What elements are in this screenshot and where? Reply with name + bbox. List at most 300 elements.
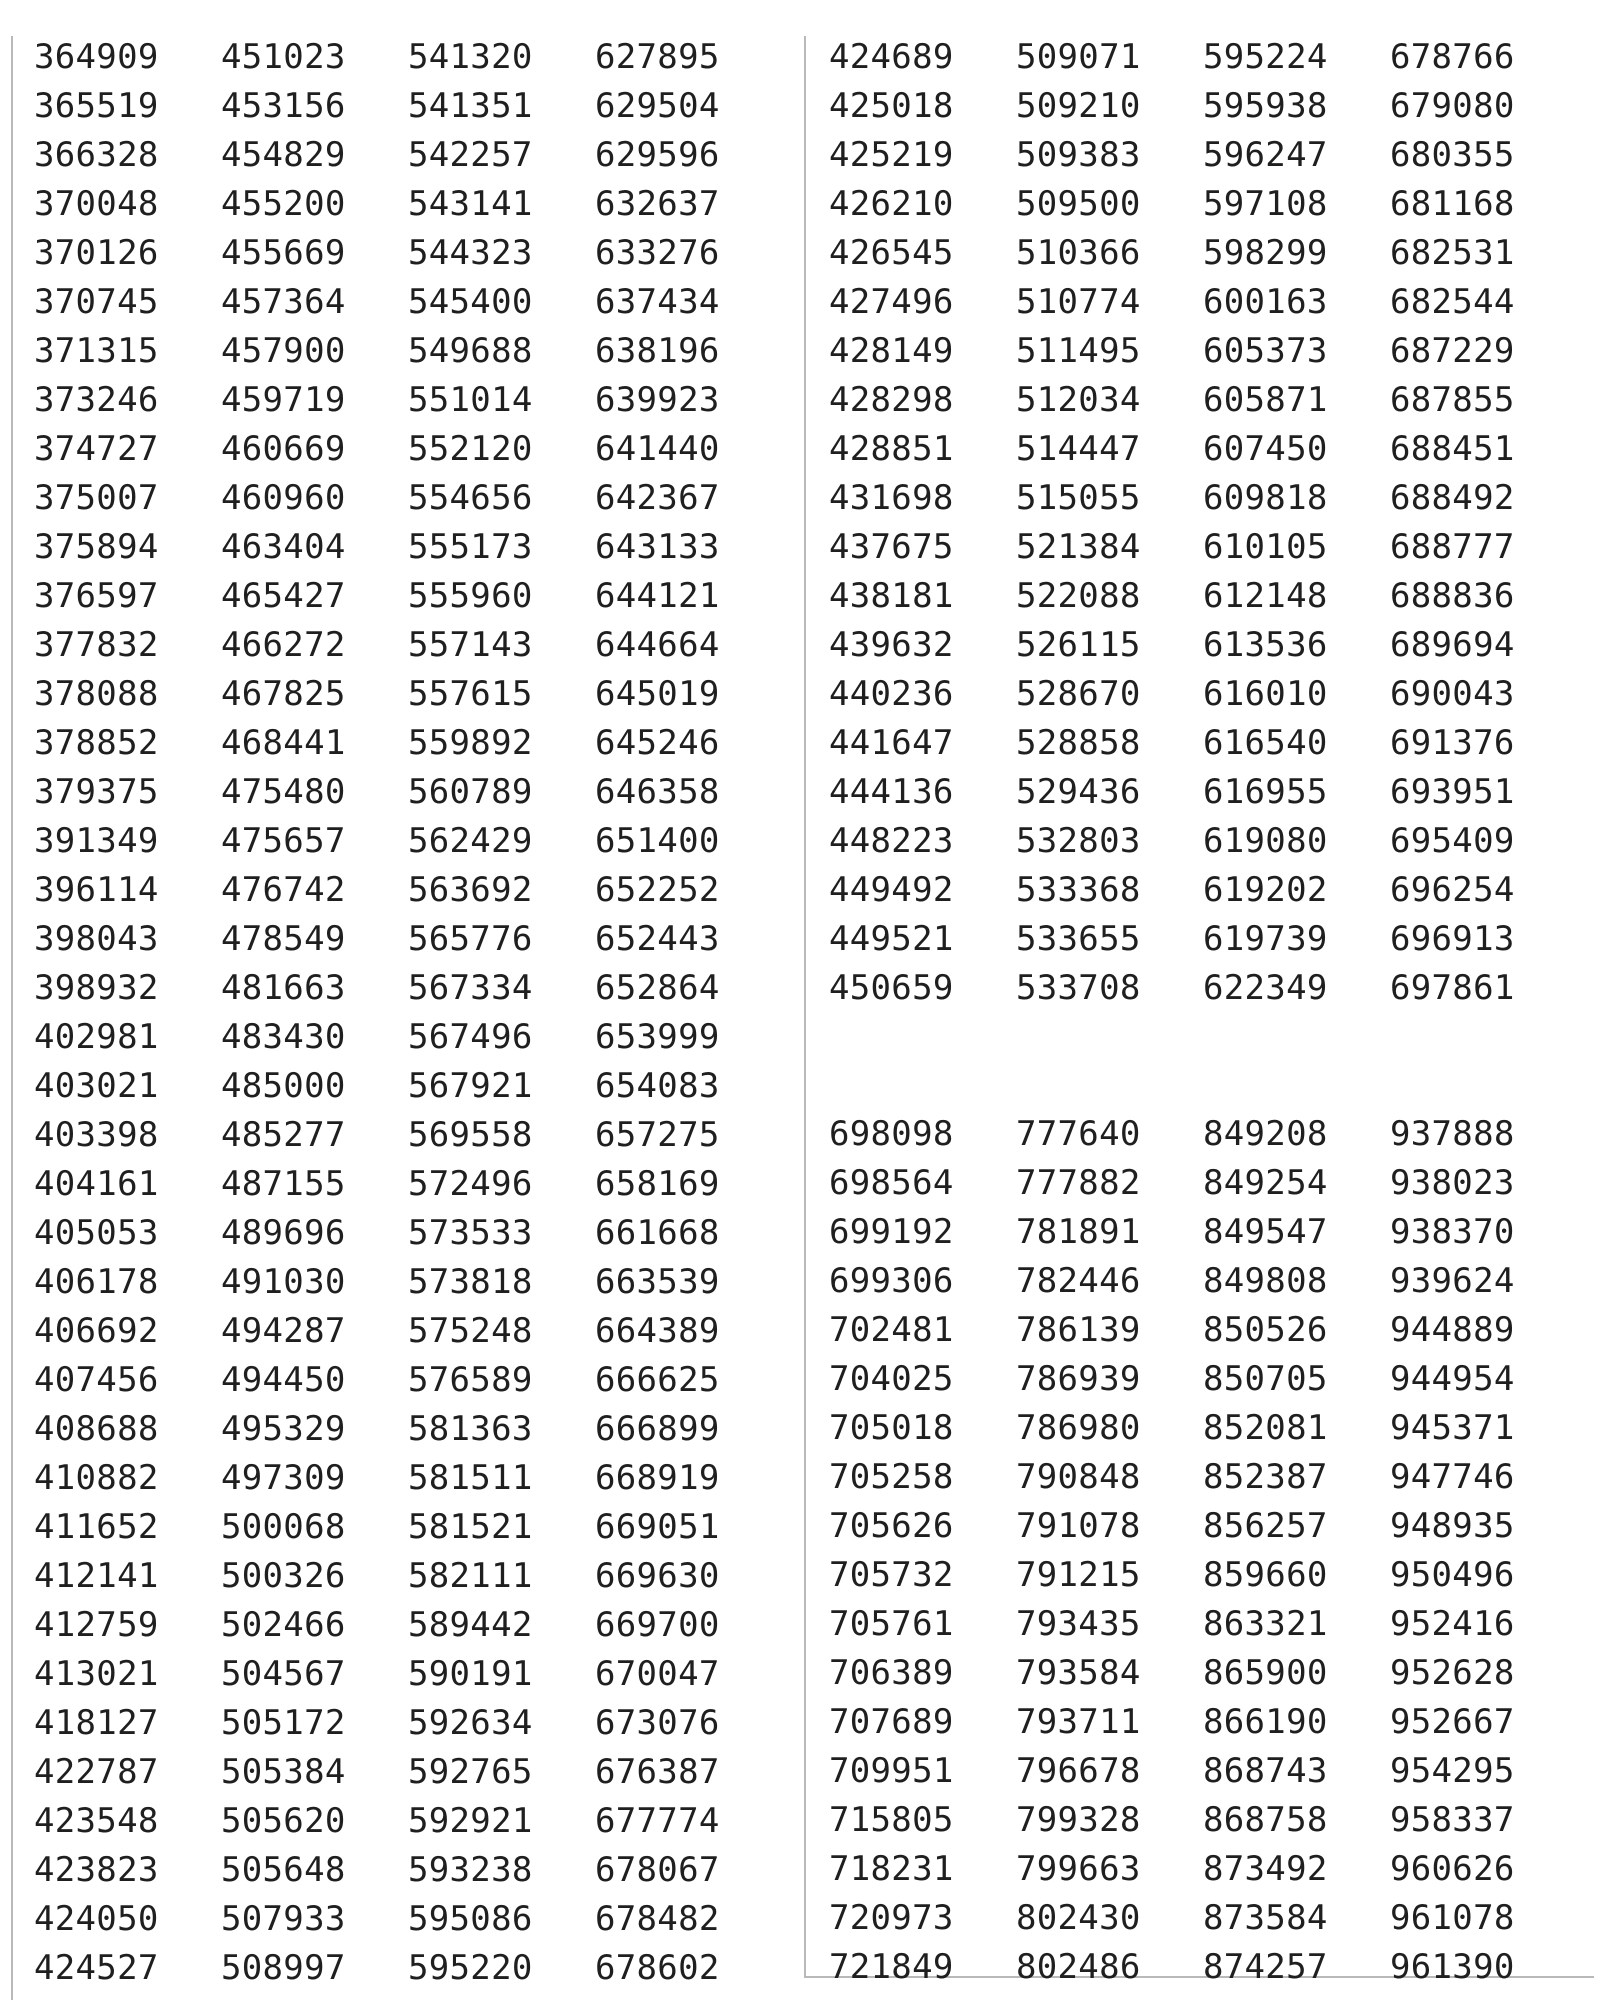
number-cell: 423823 — [34, 1850, 159, 1890]
table-row — [34, 621, 782, 670]
table-row — [829, 278, 1577, 327]
number-cell: 595086 — [408, 1899, 533, 1939]
number-cell: 509071 — [1016, 37, 1141, 77]
number-cell: 403021 — [34, 1066, 159, 1106]
number-cell: 459719 — [221, 380, 346, 420]
table-row — [829, 1551, 1577, 1600]
number-cell: 374727 — [34, 429, 159, 469]
number-cell: 677774 — [595, 1801, 720, 1841]
number-cell: 508997 — [221, 1948, 346, 1988]
number-cell: 511495 — [1016, 331, 1141, 371]
right-bottom-number-table — [829, 1110, 1577, 1992]
number-cell: 782446 — [1016, 1261, 1141, 1301]
table-row — [829, 1208, 1577, 1257]
number-cell: 849808 — [1203, 1261, 1328, 1301]
number-cell: 786980 — [1016, 1408, 1141, 1448]
number-cell: 948935 — [1390, 1506, 1515, 1546]
number-cell: 721849 — [829, 1947, 954, 1987]
number-cell: 938370 — [1390, 1212, 1515, 1252]
number-cell: 581511 — [408, 1458, 533, 1498]
number-cell: 952416 — [1390, 1604, 1515, 1644]
number-cell: 424050 — [34, 1899, 159, 1939]
table-row — [829, 180, 1577, 229]
number-cell: 423548 — [34, 1801, 159, 1841]
number-cell: 616955 — [1203, 772, 1328, 812]
number-cell: 428298 — [829, 380, 954, 420]
number-cell: 460669 — [221, 429, 346, 469]
table-row — [34, 376, 782, 425]
number-cell: 680355 — [1390, 135, 1515, 175]
table-row — [829, 131, 1577, 180]
table-row — [829, 523, 1577, 572]
number-cell: 668919 — [595, 1458, 720, 1498]
number-cell: 554656 — [408, 478, 533, 518]
number-cell: 545400 — [408, 282, 533, 322]
number-cell: 687229 — [1390, 331, 1515, 371]
number-cell: 373246 — [34, 380, 159, 420]
number-cell: 370745 — [34, 282, 159, 322]
number-cell: 859660 — [1203, 1555, 1328, 1595]
number-cell: 952667 — [1390, 1702, 1515, 1742]
number-cell: 505648 — [221, 1850, 346, 1890]
number-cell: 559892 — [408, 723, 533, 763]
number-cell: 669630 — [595, 1556, 720, 1596]
number-cell: 679080 — [1390, 86, 1515, 126]
number-cell: 425219 — [829, 135, 954, 175]
number-cell: 491030 — [221, 1262, 346, 1302]
number-cell: 958337 — [1390, 1800, 1515, 1840]
table-row — [34, 1160, 782, 1209]
number-cell: 379375 — [34, 772, 159, 812]
number-cell: 596247 — [1203, 135, 1328, 175]
number-cell: 510366 — [1016, 233, 1141, 273]
number-cell: 697861 — [1390, 968, 1515, 1008]
table-row — [829, 1502, 1577, 1551]
number-cell: 598299 — [1203, 233, 1328, 273]
table-row — [34, 915, 782, 964]
number-cell: 562429 — [408, 821, 533, 861]
table-row — [34, 33, 782, 82]
number-cell: 370126 — [34, 233, 159, 273]
number-cell: 605373 — [1203, 331, 1328, 371]
number-cell: 581521 — [408, 1507, 533, 1547]
number-cell: 371315 — [34, 331, 159, 371]
number-cell: 555173 — [408, 527, 533, 567]
number-cell: 707689 — [829, 1702, 954, 1742]
number-cell: 444136 — [829, 772, 954, 812]
number-cell: 852387 — [1203, 1457, 1328, 1497]
right-top-number-table — [829, 33, 1577, 1013]
number-cell: 406692 — [34, 1311, 159, 1351]
number-cell: 592921 — [408, 1801, 533, 1841]
number-cell: 426210 — [829, 184, 954, 224]
table-row — [829, 1404, 1577, 1453]
number-cell: 799328 — [1016, 1800, 1141, 1840]
left-panel-border — [11, 36, 13, 2000]
number-cell: 593238 — [408, 1850, 533, 1890]
number-cell: 567334 — [408, 968, 533, 1008]
table-row — [829, 866, 1577, 915]
number-cell: 512034 — [1016, 380, 1141, 420]
number-cell: 873492 — [1203, 1849, 1328, 1889]
number-cell: 378088 — [34, 674, 159, 714]
number-cell: 699192 — [829, 1212, 954, 1252]
number-cell: 852081 — [1203, 1408, 1328, 1448]
number-cell: 688492 — [1390, 478, 1515, 518]
number-cell: 418127 — [34, 1703, 159, 1743]
table-row — [829, 670, 1577, 719]
number-cell: 682531 — [1390, 233, 1515, 273]
number-cell: 487155 — [221, 1164, 346, 1204]
table-row — [34, 719, 782, 768]
number-cell: 796678 — [1016, 1751, 1141, 1791]
number-cell: 652864 — [595, 968, 720, 1008]
number-cell: 654083 — [595, 1066, 720, 1106]
number-cell: 705258 — [829, 1457, 954, 1497]
number-cell: 960626 — [1390, 1849, 1515, 1889]
number-cell: 693951 — [1390, 772, 1515, 812]
table-row — [34, 1503, 782, 1552]
number-cell: 405053 — [34, 1213, 159, 1253]
number-cell: 573818 — [408, 1262, 533, 1302]
number-cell: 375894 — [34, 527, 159, 567]
number-cell: 873584 — [1203, 1898, 1328, 1938]
table-row — [34, 1846, 782, 1895]
number-cell: 666625 — [595, 1360, 720, 1400]
number-cell: 541320 — [408, 37, 533, 77]
number-cell: 718231 — [829, 1849, 954, 1889]
number-cell: 866190 — [1203, 1702, 1328, 1742]
table-row — [829, 719, 1577, 768]
number-cell: 398932 — [34, 968, 159, 1008]
table-row — [34, 425, 782, 474]
number-cell: 646358 — [595, 772, 720, 812]
table-row — [829, 1845, 1577, 1894]
number-cell: 505384 — [221, 1752, 346, 1792]
number-cell: 607450 — [1203, 429, 1328, 469]
number-cell: 863321 — [1203, 1604, 1328, 1644]
table-row — [829, 1110, 1577, 1159]
number-cell: 582111 — [408, 1556, 533, 1596]
number-cell: 364909 — [34, 37, 159, 77]
number-cell: 595220 — [408, 1948, 533, 1988]
number-cell: 609818 — [1203, 478, 1328, 518]
number-cell: 567921 — [408, 1066, 533, 1106]
number-cell: 644664 — [595, 625, 720, 665]
number-cell: 616540 — [1203, 723, 1328, 763]
number-cell: 664389 — [595, 1311, 720, 1351]
number-cell: 786139 — [1016, 1310, 1141, 1350]
table-row — [34, 1258, 782, 1307]
number-cell: 689694 — [1390, 625, 1515, 665]
number-cell: 412141 — [34, 1556, 159, 1596]
number-cell: 426545 — [829, 233, 954, 273]
number-cell: 961078 — [1390, 1898, 1515, 1938]
number-cell: 514447 — [1016, 429, 1141, 469]
number-cell: 549688 — [408, 331, 533, 371]
table-row — [34, 1650, 782, 1699]
table-row — [829, 1698, 1577, 1747]
number-cell: 541351 — [408, 86, 533, 126]
number-cell: 688777 — [1390, 527, 1515, 567]
number-cell: 533368 — [1016, 870, 1141, 910]
number-cell: 467825 — [221, 674, 346, 714]
number-cell: 590191 — [408, 1654, 533, 1694]
number-cell: 613536 — [1203, 625, 1328, 665]
number-cell: 676387 — [595, 1752, 720, 1792]
number-cell: 849208 — [1203, 1114, 1328, 1154]
number-cell: 485000 — [221, 1066, 346, 1106]
number-cell: 463404 — [221, 527, 346, 567]
number-cell: 528670 — [1016, 674, 1141, 714]
number-cell: 937888 — [1390, 1114, 1515, 1154]
table-row — [34, 1454, 782, 1503]
number-cell: 597108 — [1203, 184, 1328, 224]
number-cell: 939624 — [1390, 1261, 1515, 1301]
table-row — [34, 474, 782, 523]
table-row — [34, 572, 782, 621]
number-cell: 629596 — [595, 135, 720, 175]
table-row — [34, 866, 782, 915]
number-cell: 451023 — [221, 37, 346, 77]
number-cell: 695409 — [1390, 821, 1515, 861]
number-cell: 478549 — [221, 919, 346, 959]
number-cell: 453156 — [221, 86, 346, 126]
table-row — [829, 915, 1577, 964]
table-row — [34, 1601, 782, 1650]
number-cell: 542257 — [408, 135, 533, 175]
number-cell: 658169 — [595, 1164, 720, 1204]
number-cell: 438181 — [829, 576, 954, 616]
number-cell: 365519 — [34, 86, 159, 126]
number-cell: 691376 — [1390, 723, 1515, 763]
number-cell: 529436 — [1016, 772, 1141, 812]
number-cell: 793711 — [1016, 1702, 1141, 1742]
number-cell: 431698 — [829, 478, 954, 518]
number-cell: 509500 — [1016, 184, 1141, 224]
number-cell: 592765 — [408, 1752, 533, 1792]
number-cell: 572496 — [408, 1164, 533, 1204]
table-row — [34, 1944, 782, 1993]
table-row — [829, 1943, 1577, 1992]
number-cell: 622349 — [1203, 968, 1328, 1008]
number-cell: 629504 — [595, 86, 720, 126]
number-cell: 522088 — [1016, 576, 1141, 616]
number-cell: 698098 — [829, 1114, 954, 1154]
number-cell: 705732 — [829, 1555, 954, 1595]
table-row — [34, 1797, 782, 1846]
number-cell: 375007 — [34, 478, 159, 518]
number-cell: 595938 — [1203, 86, 1328, 126]
number-cell: 644121 — [595, 576, 720, 616]
number-cell: 696913 — [1390, 919, 1515, 959]
number-cell: 557143 — [408, 625, 533, 665]
number-cell: 682544 — [1390, 282, 1515, 322]
table-row — [829, 1159, 1577, 1208]
number-cell: 526115 — [1016, 625, 1141, 665]
table-row — [34, 327, 782, 376]
table-row — [829, 768, 1577, 817]
number-cell: 391349 — [34, 821, 159, 861]
number-cell: 483430 — [221, 1017, 346, 1057]
table-row — [829, 474, 1577, 523]
number-cell: 502466 — [221, 1605, 346, 1645]
number-cell: 715805 — [829, 1800, 954, 1840]
table-row — [829, 1747, 1577, 1796]
number-cell: 781891 — [1016, 1212, 1141, 1252]
number-cell: 954295 — [1390, 1751, 1515, 1791]
number-cell: 440236 — [829, 674, 954, 714]
number-cell: 791215 — [1016, 1555, 1141, 1595]
table-row — [829, 327, 1577, 376]
number-cell: 377832 — [34, 625, 159, 665]
table-row — [829, 621, 1577, 670]
number-cell: 849547 — [1203, 1212, 1328, 1252]
number-cell: 790848 — [1016, 1457, 1141, 1497]
number-cell: 402981 — [34, 1017, 159, 1057]
number-cell: 460960 — [221, 478, 346, 518]
number-cell: 378852 — [34, 723, 159, 763]
table-row — [829, 1453, 1577, 1502]
number-cell: 425018 — [829, 86, 954, 126]
number-cell: 504567 — [221, 1654, 346, 1694]
number-cell: 481663 — [221, 968, 346, 1008]
table-row — [34, 1356, 782, 1405]
number-cell: 528858 — [1016, 723, 1141, 763]
number-cell: 670047 — [595, 1654, 720, 1694]
number-cell: 663539 — [595, 1262, 720, 1302]
number-cell: 454829 — [221, 135, 346, 175]
number-cell: 610105 — [1203, 527, 1328, 567]
number-cell: 945371 — [1390, 1408, 1515, 1448]
number-cell: 777640 — [1016, 1114, 1141, 1154]
number-cell: 441647 — [829, 723, 954, 763]
table-row — [34, 1013, 782, 1062]
number-cell: 521384 — [1016, 527, 1141, 567]
number-cell: 544323 — [408, 233, 533, 273]
number-cell: 868758 — [1203, 1800, 1328, 1840]
number-cell: 653999 — [595, 1017, 720, 1057]
number-cell: 404161 — [34, 1164, 159, 1204]
number-cell: 799663 — [1016, 1849, 1141, 1889]
number-cell: 681168 — [1390, 184, 1515, 224]
number-cell: 507933 — [221, 1899, 346, 1939]
number-cell: 643133 — [595, 527, 720, 567]
number-cell: 705626 — [829, 1506, 954, 1546]
number-cell: 569558 — [408, 1115, 533, 1155]
number-cell: 595224 — [1203, 37, 1328, 77]
table-row — [34, 523, 782, 572]
table-row — [829, 1649, 1577, 1698]
number-cell: 567496 — [408, 1017, 533, 1057]
number-cell: 690043 — [1390, 674, 1515, 714]
number-cell: 669051 — [595, 1507, 720, 1547]
number-cell: 868743 — [1203, 1751, 1328, 1791]
table-row — [34, 670, 782, 719]
table-row — [829, 1600, 1577, 1649]
table-row — [34, 1111, 782, 1160]
number-cell: 874257 — [1203, 1947, 1328, 1987]
number-cell: 678602 — [595, 1948, 720, 1988]
number-cell: 619080 — [1203, 821, 1328, 861]
number-cell: 448223 — [829, 821, 954, 861]
number-cell: 573533 — [408, 1213, 533, 1253]
number-cell: 802430 — [1016, 1898, 1141, 1938]
table-row — [34, 1552, 782, 1601]
number-cell: 455200 — [221, 184, 346, 224]
table-row — [34, 1699, 782, 1748]
number-cell: 515055 — [1016, 478, 1141, 518]
table-row — [829, 82, 1577, 131]
number-cell: 450659 — [829, 968, 954, 1008]
number-cell: 410882 — [34, 1458, 159, 1498]
number-cell: 638196 — [595, 331, 720, 371]
number-cell: 555960 — [408, 576, 533, 616]
number-cell: 947746 — [1390, 1457, 1515, 1497]
number-cell: 619202 — [1203, 870, 1328, 910]
left-number-table — [34, 33, 782, 1993]
table-row — [829, 1894, 1577, 1943]
number-cell: 661668 — [595, 1213, 720, 1253]
number-cell: 688451 — [1390, 429, 1515, 469]
number-cell: 944954 — [1390, 1359, 1515, 1399]
number-cell: 791078 — [1016, 1506, 1141, 1546]
number-cell: 407456 — [34, 1360, 159, 1400]
number-cell: 865900 — [1203, 1653, 1328, 1693]
number-cell: 720973 — [829, 1898, 954, 1938]
number-cell: 709951 — [829, 1751, 954, 1791]
number-cell: 612148 — [1203, 576, 1328, 616]
number-cell: 651400 — [595, 821, 720, 861]
table-row — [34, 82, 782, 131]
number-cell: 576589 — [408, 1360, 533, 1400]
number-cell: 551014 — [408, 380, 533, 420]
number-cell: 485277 — [221, 1115, 346, 1155]
number-cell: 563692 — [408, 870, 533, 910]
number-cell: 495329 — [221, 1409, 346, 1449]
number-cell: 500068 — [221, 1507, 346, 1547]
table-row — [34, 131, 782, 180]
number-cell: 475480 — [221, 772, 346, 812]
number-cell: 575248 — [408, 1311, 533, 1351]
number-cell: 705761 — [829, 1604, 954, 1644]
number-cell: 497309 — [221, 1458, 346, 1498]
number-cell: 696254 — [1390, 870, 1515, 910]
number-cell: 850705 — [1203, 1359, 1328, 1399]
number-cell: 424689 — [829, 37, 954, 77]
number-cell: 678067 — [595, 1850, 720, 1890]
table-row — [829, 1796, 1577, 1845]
number-cell: 627895 — [595, 37, 720, 77]
number-cell: 592634 — [408, 1703, 533, 1743]
number-cell: 938023 — [1390, 1163, 1515, 1203]
number-cell: 475657 — [221, 821, 346, 861]
number-cell: 427496 — [829, 282, 954, 322]
number-cell: 560789 — [408, 772, 533, 812]
number-cell: 398043 — [34, 919, 159, 959]
number-cell: 505620 — [221, 1801, 346, 1841]
table-row — [34, 229, 782, 278]
table-row — [34, 817, 782, 866]
number-cell: 457364 — [221, 282, 346, 322]
number-cell: 699306 — [829, 1261, 954, 1301]
number-cell: 688836 — [1390, 576, 1515, 616]
table-row — [829, 817, 1577, 866]
number-cell: 494450 — [221, 1360, 346, 1400]
table-row — [829, 33, 1577, 82]
number-cell: 424527 — [34, 1948, 159, 1988]
number-cell: 439632 — [829, 625, 954, 665]
